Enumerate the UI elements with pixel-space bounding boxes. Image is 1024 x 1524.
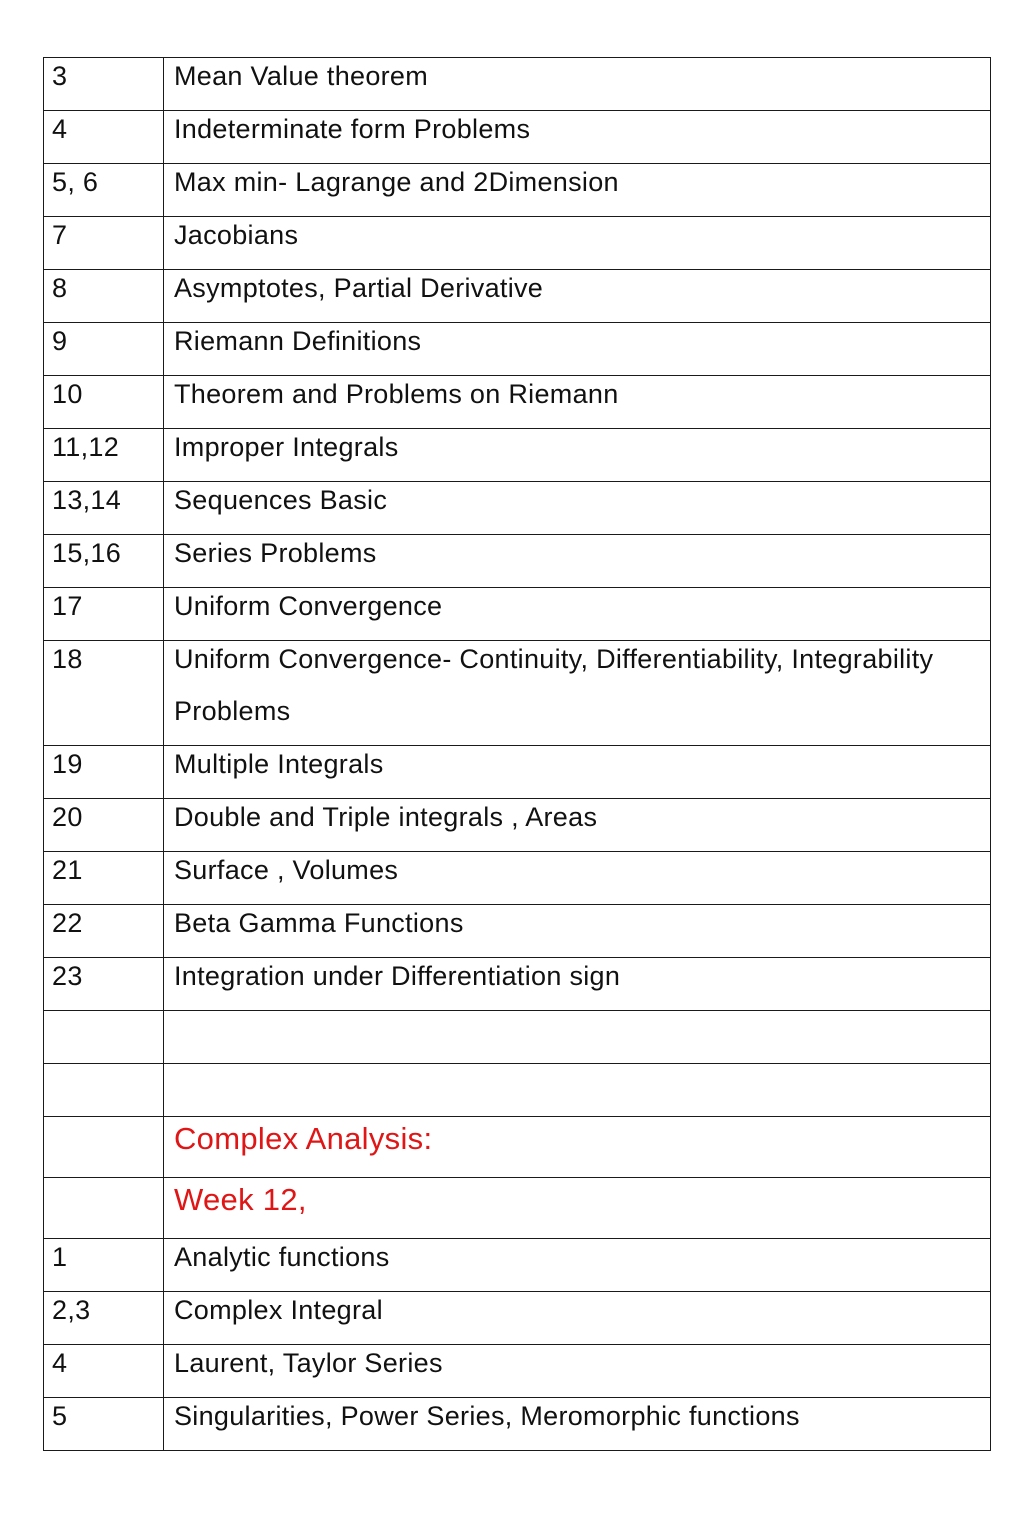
table-row	[44, 852, 991, 905]
row-number: 17	[44, 588, 164, 641]
row-topic: Improper Integrals	[164, 429, 991, 482]
row-topic: Asymptotes, Partial Derivative	[164, 270, 991, 323]
row-number	[44, 1178, 164, 1239]
row-number: 4	[44, 111, 164, 164]
row-topic: Theorem and Problems on Riemann	[164, 376, 991, 429]
row-topic: Mean Value theorem	[164, 58, 991, 111]
row-topic: Sequences Basic	[164, 482, 991, 535]
empty-row	[44, 1011, 991, 1064]
week-heading: Week 12,	[164, 1178, 991, 1239]
table-row	[44, 905, 991, 958]
row-number	[44, 1117, 164, 1178]
table-row	[44, 958, 991, 1011]
schedule-table	[43, 57, 991, 1451]
row-topic: Integration under Differentiation sign	[164, 958, 991, 1011]
table-row	[44, 1239, 991, 1292]
table-row	[44, 58, 991, 111]
row-number: 1	[44, 1239, 164, 1292]
table-row	[44, 1345, 991, 1398]
row-number: 19	[44, 746, 164, 799]
row-number: 18	[44, 641, 164, 746]
table-row	[44, 1398, 991, 1451]
row-number: 13,14	[44, 482, 164, 535]
row-number: 11,12	[44, 429, 164, 482]
row-topic: Series Problems	[164, 535, 991, 588]
row-topic: Analytic functions	[164, 1239, 991, 1292]
row-number	[44, 1064, 164, 1117]
row-number: 3	[44, 58, 164, 111]
row-number: 10	[44, 376, 164, 429]
row-number: 20	[44, 799, 164, 852]
row-number: 8	[44, 270, 164, 323]
row-topic: Double and Triple integrals , Areas	[164, 799, 991, 852]
table-row	[44, 429, 991, 482]
row-topic: Singularities, Power Series, Meromorphic functions	[164, 1398, 991, 1451]
row-topic-text: Uniform Convergence- Continuity, Differentiability, Integrability Problems	[174, 644, 934, 726]
row-topic	[164, 1011, 991, 1064]
section-heading-row	[44, 1117, 991, 1178]
row-topic	[164, 641, 991, 746]
row-number: 22	[44, 905, 164, 958]
row-number: 9	[44, 323, 164, 376]
table-row	[44, 376, 991, 429]
table-row	[44, 270, 991, 323]
table-row	[44, 323, 991, 376]
table-row	[44, 746, 991, 799]
row-topic: Surface , Volumes	[164, 852, 991, 905]
row-number: 2,3	[44, 1292, 164, 1345]
table-row	[44, 588, 991, 641]
row-topic: Riemann Definitions	[164, 323, 991, 376]
table-row	[44, 641, 991, 746]
week-heading-row	[44, 1178, 991, 1239]
table-row	[44, 482, 991, 535]
table-row	[44, 535, 991, 588]
table-row	[44, 111, 991, 164]
empty-row	[44, 1064, 991, 1117]
row-number: 4	[44, 1345, 164, 1398]
table-row	[44, 799, 991, 852]
row-number: 15,16	[44, 535, 164, 588]
row-topic: Beta Gamma Functions	[164, 905, 991, 958]
table-row	[44, 217, 991, 270]
row-topic: Indeterminate form Problems	[164, 111, 991, 164]
row-number: 5	[44, 1398, 164, 1451]
row-topic: Multiple Integrals	[164, 746, 991, 799]
table-row	[44, 1292, 991, 1345]
row-number: 5, 6	[44, 164, 164, 217]
row-topic: Uniform Convergence	[164, 588, 991, 641]
row-topic: Max min- Lagrange and 2Dimension	[164, 164, 991, 217]
row-topic	[164, 1064, 991, 1117]
section-heading: Complex Analysis:	[164, 1117, 991, 1178]
row-topic: Complex Integral	[164, 1292, 991, 1345]
table-row	[44, 164, 991, 217]
row-topic: Laurent, Taylor Series	[164, 1345, 991, 1398]
row-number: 21	[44, 852, 164, 905]
row-number	[44, 1011, 164, 1064]
row-topic: Jacobians	[164, 217, 991, 270]
row-number: 7	[44, 217, 164, 270]
row-number: 23	[44, 958, 164, 1011]
